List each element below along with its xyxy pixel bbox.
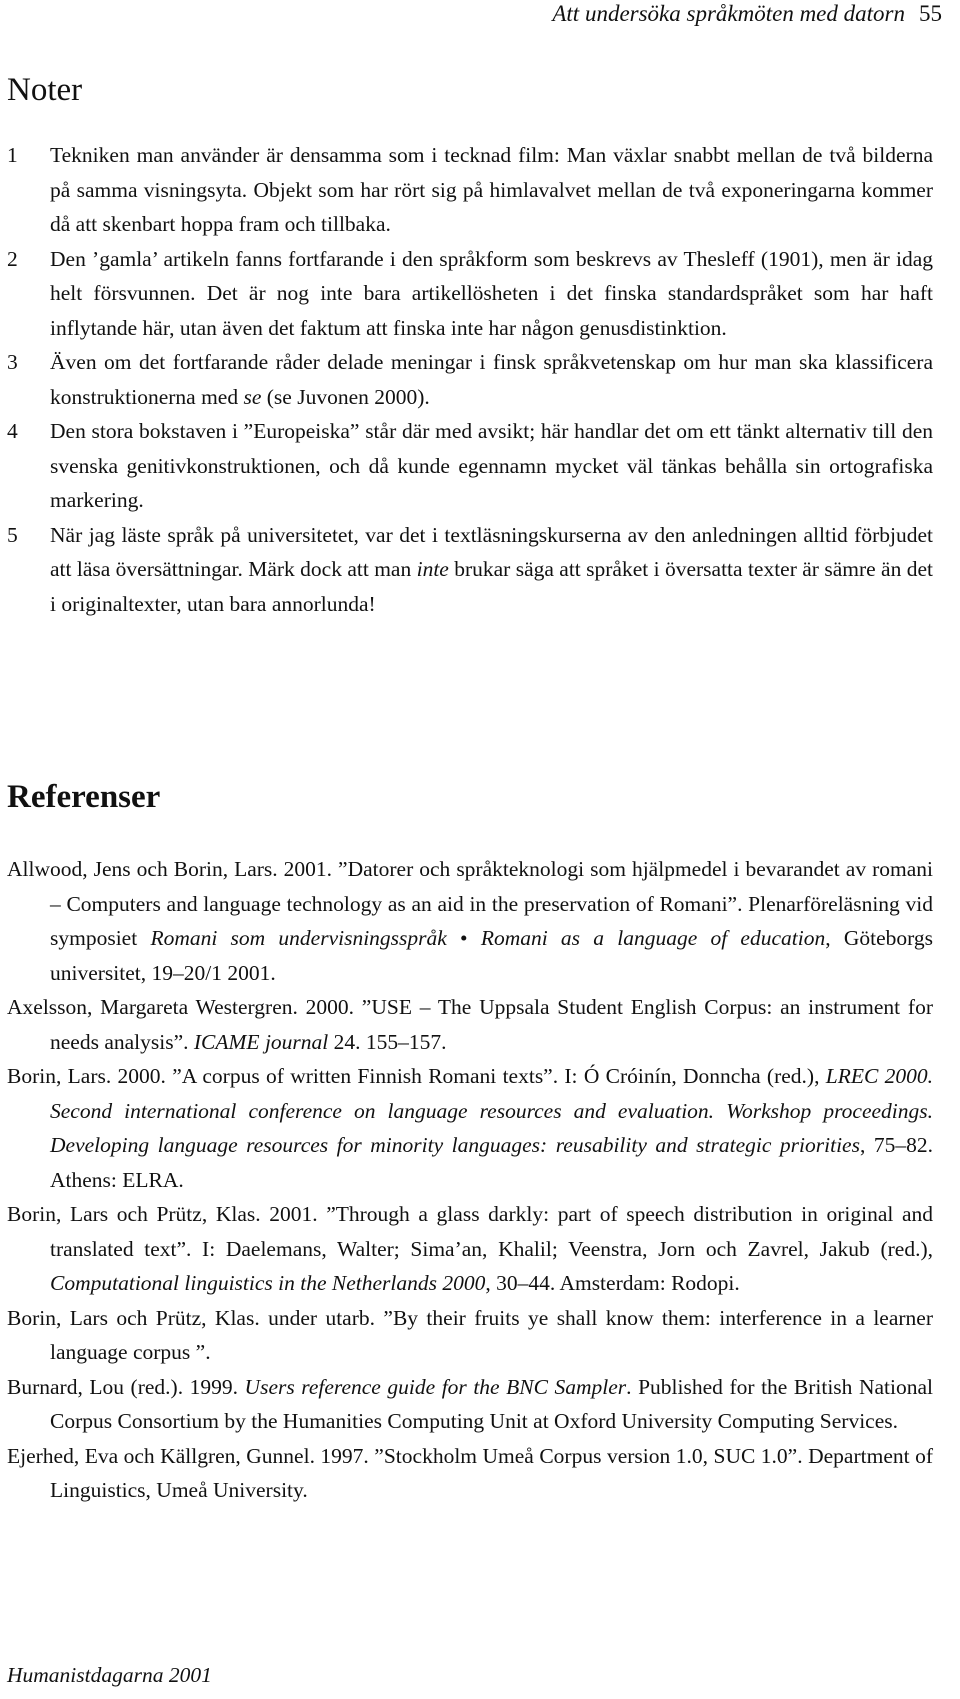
reference-text: Borin, Lars och Prütz, Klas. 2001. ”Through a glass darkly: part of speech distribution in original and translated text”. I: Daelemans, Walter; Sima’an, Khalil; Veenstra, Jorn och Zavrel, Jakub (red.), xyxy=(7,1202,933,1261)
note-item xyxy=(7,242,933,346)
note-text: Den stora bokstaven i ”Europeiska” står där med avsikt; här handlar det om ett tänkt alternativ till den svenska genitivkonstruktionen, och då kunde egennamn mycket väl tänkas behålla sin ortografiska markering. xyxy=(50,419,933,512)
reference-text: , 30–44. Amsterdam: Rodopi. xyxy=(485,1271,740,1295)
note-number: 5 xyxy=(7,522,18,547)
reference-item xyxy=(7,1059,933,1197)
references-list xyxy=(7,852,933,1508)
reference-text: Ejerhed, Eva och Källgren, Gunnel. 1997. ”Stockholm Umeå Corpus version 1.0, SUC 1.0”. Department of Linguistics, Umeå University. xyxy=(7,1443,933,1502)
note-number: 3 xyxy=(7,350,18,374)
reference-item xyxy=(7,852,933,990)
reference-item xyxy=(7,1301,933,1370)
notes-list xyxy=(7,138,933,621)
page-footer: Humanistdagarna 2001 xyxy=(7,1663,212,1687)
note-item xyxy=(7,345,933,414)
reference-item xyxy=(7,1197,933,1301)
reference-text: Burnard, Lou (red.). 1999. xyxy=(7,1374,245,1399)
note-text: Den ’gamla’ artikeln fanns fortfarande i den språkform som beskrevs av Thesleff (1901), men är idag helt försvunnen. Det är nog inte bara artikellösheten i det finska standardspråket som har haft inflytande här, utan även det faktum att finska inte har någon genusdistinktion. xyxy=(50,246,933,340)
page-number: 55 xyxy=(919,1,942,26)
reference-item xyxy=(7,1439,933,1508)
reference-text: , 75–82. Athens: ELRA. xyxy=(50,1133,933,1192)
reference-title: Romani as a language of education xyxy=(480,926,826,950)
reference-text: Allwood, Jens och Borin, Lars. 2001. ”Datorer och språkteknologi som hjälpmedel i bevarandet av romani – Computers and language technology as an aid in the preservation of Romani”. Plenarföreläsning vid symposiet xyxy=(7,857,933,950)
reference-text: Axelsson, Margareta Westergren. 2000. ”USE – The Uppsala Student English Corpus: an instrument for needs analysis”. xyxy=(7,995,933,1054)
note-text-italic: se xyxy=(243,384,262,409)
running-header-title: Att undersöka språkmöten med datorn xyxy=(552,1,905,26)
reference-title: Users reference guide for the BNC Sampler xyxy=(244,1374,627,1399)
note-text: Tekniken man använder är densamma som i tecknad film: Man växlar snabbt mellan de två bilderna på samma visningsyta. Objekt som har rört sig på himlavalvet mellan de två exponeringarna kommer då att skenbart hoppa fram och tillbaka. xyxy=(50,143,933,236)
references-heading: Referenser xyxy=(7,779,161,815)
reference-title: Romani som undervisningsspråk xyxy=(150,926,447,950)
reference-text: , Göteborgs universitet, 19–20/1 2001. xyxy=(50,926,934,985)
running-header xyxy=(0,0,942,28)
notes-heading: Noter xyxy=(7,72,83,108)
reference-item xyxy=(7,1370,933,1439)
reference-text: Borin, Lars och Prütz, Klas. under utarb. ”By their fruits ye shall know them: interference in a learner language corpus ”. xyxy=(7,1305,933,1364)
note-item xyxy=(7,518,933,622)
reference-title: LREC 2000. Second international conference on language resources and evaluation. Workshop proceedings. Developing language resources for minority languages: reusability and strategic priorities xyxy=(50,1064,933,1157)
note-item xyxy=(7,138,933,242)
note-text: brukar säga att språket i översatta texter är sämre än det i originaltexter, utan bara annorlunda! xyxy=(50,557,933,616)
reference-title: ICAME journal xyxy=(193,1029,329,1054)
reference-text: . Published for the British National Corpus Consortium by the Humanities Computing Unit at Oxford University Computing Services. xyxy=(50,1374,933,1433)
note-number: 2 xyxy=(7,246,18,271)
reference-title: Computational linguistics in the Netherlands 2000 xyxy=(50,1271,486,1295)
note-text: Även om det fortfarande råder delade meningar i finsk språkvetenskap om hur man ska klassificera konstruktionerna med xyxy=(50,350,933,409)
note-text-italic: inte xyxy=(416,557,449,581)
note-text: (se Juvonen 2000). xyxy=(261,384,430,409)
note-number: 4 xyxy=(7,419,18,443)
reference-text: 24. 155–157. xyxy=(328,1029,447,1054)
note-text: När jag läste språk på universitetet, var det i textläsningskurserna av den anledningen alltid förbjudet att läsa översättningar. Märk dock att man xyxy=(50,522,933,581)
reference-text: • xyxy=(446,926,481,950)
note-item xyxy=(7,414,933,518)
reference-text: Borin, Lars. 2000. ”A corpus of written Finnish Romani texts”. I: Ó Cróinín, Donncha (red.), xyxy=(7,1064,826,1088)
reference-item xyxy=(7,990,933,1059)
note-number: 1 xyxy=(7,143,18,167)
